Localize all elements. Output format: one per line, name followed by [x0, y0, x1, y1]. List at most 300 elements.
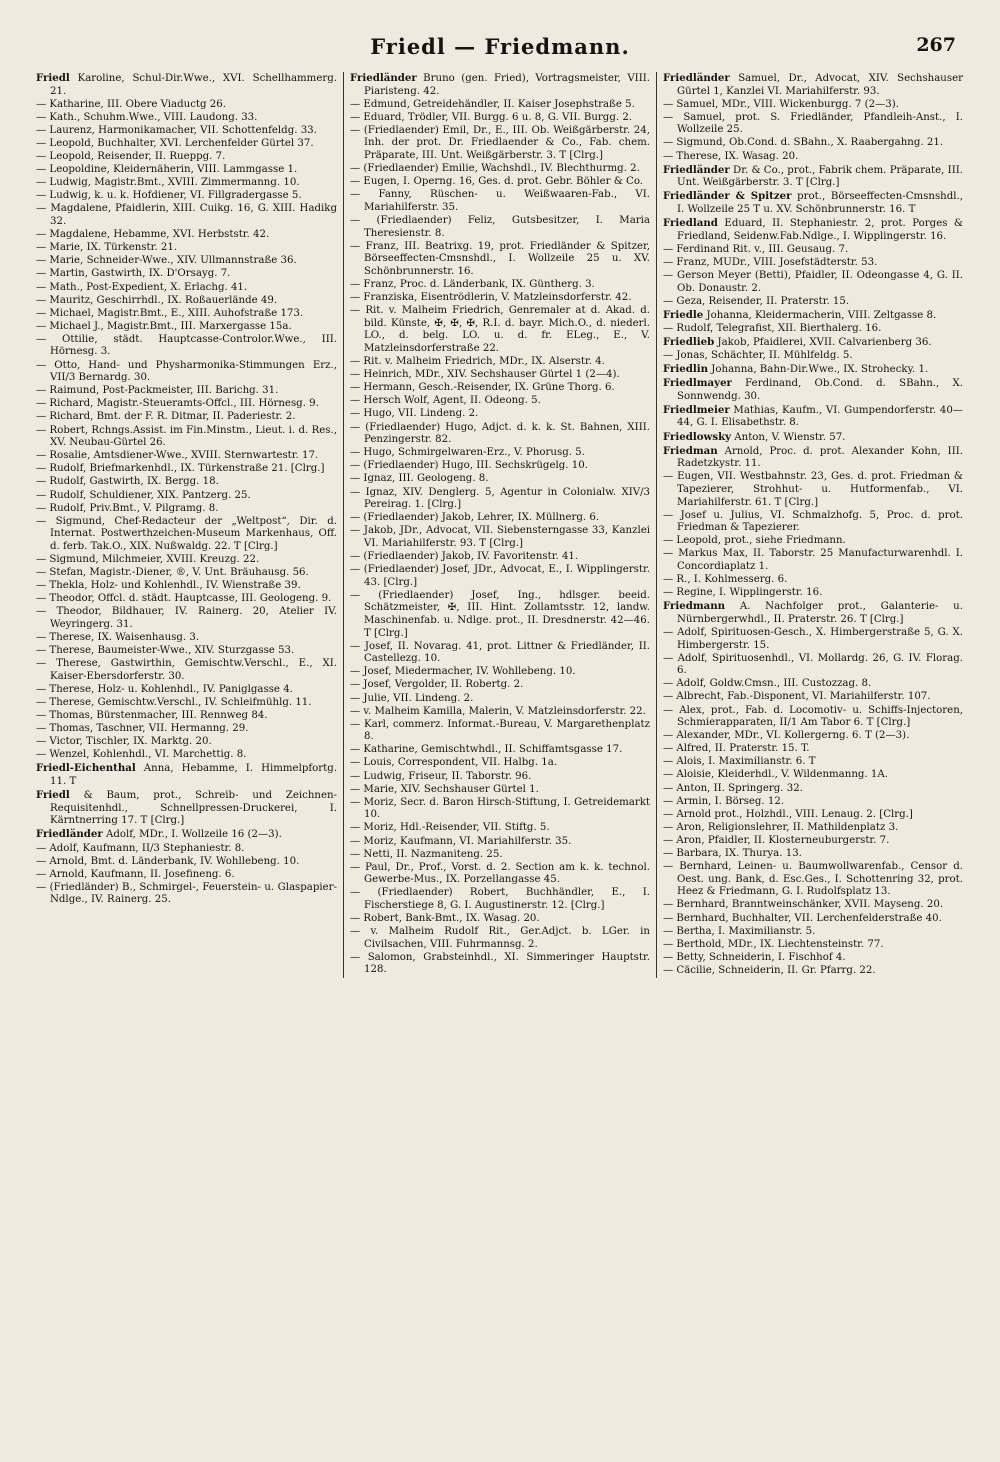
- directory-entry: [36, 645, 337, 658]
- directory-entry: [663, 809, 963, 822]
- directory-entry: [350, 797, 650, 822]
- directory-entry: [350, 292, 650, 305]
- entry-text: — Wenzel, Kohlenhdl., VI. Marchettig. 8.: [36, 749, 247, 761]
- directory-entry: [663, 471, 963, 509]
- entry-text: — Thomas, Taschner, VII. Hermanng. 29.: [36, 723, 249, 735]
- entry-text: — Marie, XIV. Sechshauser Gürtel 1.: [350, 783, 539, 795]
- entry-text: Karoline, Schul-Dir.Wwe., XVI. Schellhammerg. 21.: [50, 73, 337, 97]
- entry-text: — Richard, Magistr.-Steueramts-Offcl., III. Hörnesg. 9.: [36, 398, 319, 410]
- column-1: [30, 72, 343, 978]
- directory-entry: [663, 323, 963, 336]
- entry-text: — Theodor, Offcl. d. städt. Hauptcasse, III. Geologeng. 9.: [36, 593, 332, 605]
- entry-text: — Josef u. Julius, VI. Schmalzhofg. 5, Proc. d. prot. Friedman & Tapezierer.: [663, 509, 963, 534]
- entry-text: — (Friedlaender) Emil, Dr., E., III. Ob. Weißgärberstr. 24, Inh. der prot. Dr. Friedlaender & Co., Fab. chem. Präparate, III. Unt. Weißgärberstr. 3. T [Clrg.]: [350, 124, 650, 162]
- directory-entry: [36, 736, 337, 749]
- directory-entry: [663, 678, 963, 691]
- directory-entry: [350, 744, 650, 757]
- entry-text: — Rosalie, Amtsdiener-Wwe., XVIII. Sternwartestr. 17.: [36, 450, 319, 462]
- entry-text: — Julie, VII. Lindeng. 2.: [350, 692, 474, 704]
- directory-entry: [663, 363, 963, 377]
- directory-entry: [350, 189, 650, 214]
- entry-text: — (Friedlaender) Emilie, Wachshdl., IV. Blechthurmg. 2.: [350, 163, 640, 175]
- directory-entry: [663, 835, 963, 848]
- entry-headword: Friedländer: [663, 72, 730, 84]
- entry-text: — Aron, Religionslehrer, II. Mathildenplatz 3.: [663, 821, 899, 833]
- directory-entry: [663, 99, 963, 112]
- directory-entry: [350, 913, 650, 926]
- directory-entry: [663, 510, 963, 535]
- entry-text: Johanna, Kleidermacherin, VIII. Zeltgasse 8.: [703, 309, 937, 321]
- entry-text: — Alfred, II. Praterstr. 15. T.: [663, 743, 810, 755]
- entry-text: — (Friedlaender) Jakob, IV. Favoritenstr. 41.: [350, 550, 579, 562]
- entry-headword: Friedl-Eichenthal: [36, 762, 136, 775]
- entry-headword: Friedlieb: [663, 335, 715, 348]
- directory-entry: [36, 177, 337, 190]
- directory-entry: [36, 684, 337, 697]
- entry-text: — Arnold prot., Holzhdl., VIII. Lenaug. 2. [Clrg.]: [663, 808, 913, 820]
- entry-headword: Friedlmayer: [663, 377, 732, 390]
- directory-entry: [350, 771, 650, 784]
- entry-text: — Adolf, Spirituosenhdl., VI. Mollardg. 26, G. IV. Florag. 6.: [663, 652, 963, 677]
- entry-text: Samuel, Dr., Advocat, XIV. Sechshauser Gürtel 1, Kanzlei VI. Mariahilferstr. 93.: [677, 73, 963, 97]
- directory-entry: [350, 112, 650, 125]
- directory-entry: [663, 653, 963, 678]
- directory-entry: [36, 749, 337, 762]
- entry-text: — Anton, II. Springerg. 32.: [663, 782, 803, 794]
- directory-entry: [663, 730, 963, 743]
- entry-text: — R., I. Kohlmesserg. 6.: [663, 574, 788, 586]
- entry-text: — Albrecht, Fab.-Disponent, VI. Mariahilferstr. 107.: [663, 691, 931, 703]
- entry-text: — Magdalene, Hebamme, XVI. Herbststr. 42.: [36, 229, 270, 241]
- directory-entry: [663, 796, 963, 809]
- entry-text: — Katharine, Gemischtwhdl., II. Schiffamtsgasse 17.: [350, 744, 623, 756]
- entry-headword: Friedland: [663, 217, 718, 230]
- directory-entry: [350, 551, 650, 564]
- entry-text: — Berthold, MDr., IX. Liechtensteinstr. 77.: [663, 938, 884, 950]
- directory-entry: [36, 658, 337, 683]
- entry-text: — Aron, Pfaidler, II. Klosterneuburgerstr. 7.: [663, 834, 890, 846]
- directory-entry: [36, 762, 337, 788]
- directory-entry: [36, 843, 337, 856]
- directory-entry: [36, 242, 337, 255]
- directory-entry: [350, 487, 650, 512]
- directory-entry: [663, 535, 963, 548]
- entry-text: — Therese, IX. Waisenhausg. 3.: [36, 632, 200, 644]
- entry-text: — Bernhard, Leinen- u. Baumwollwarenfab., Censor d. Oest. ung. Bank, d. Esc.Ges., I. Schottenring 32, prot. Heez & Friedmann, G. I. Rudolfsplatz 13.: [663, 861, 963, 898]
- directory-entry: [663, 899, 963, 912]
- entry-text: — Heinrich, MDr., XIV. Sechshauser Gürtel 1 (2—4).: [350, 369, 620, 381]
- directory-entry: [36, 606, 337, 631]
- entry-text: — Armin, I. Börseg. 12.: [663, 795, 785, 807]
- entry-text: — Rudolf, Telegrafist, XII. Bierthalerg. 16.: [663, 322, 882, 334]
- entry-text: — Sigmund, Chef-Redacteur der „Weltpost“, Dir. d. Internat. Postwerthzeichen-Museum Markenhaus, Off. d. ferb. Tak.O., XIX. Nußwaldg. 22. T [Clrg.]: [36, 515, 337, 552]
- directory-entry: [663, 769, 963, 782]
- directory-entry: [36, 138, 337, 151]
- entry-text: — Markus Max, II. Taborstr. 25 Manufacturwarenhdl. I. Concordiaplatz 1.: [663, 548, 963, 572]
- entry-text: — Samuel, MDr., VIII. Wickenburgg. 7 (2—3).: [663, 98, 899, 110]
- entry-text: — Eugen, I. Operng. 16, Ges. d. prot. Gebr. Böhler & Co.: [350, 176, 644, 188]
- directory-entry: [350, 72, 650, 98]
- directory-entry: [350, 125, 650, 163]
- directory-entry: [663, 939, 963, 952]
- entry-text: — Barbara, IX. Thurya. 13.: [663, 848, 802, 860]
- entry-text: — (Friedlaender) Hugo, Adjct. d. k. k. St. Bahnen, XIII. Penzingerstr. 82.: [350, 421, 650, 446]
- directory-entry: [663, 691, 963, 704]
- directory-entry: [350, 447, 650, 460]
- directory-entry: [350, 836, 650, 849]
- directory-entry: [663, 627, 963, 652]
- directory-entry: [350, 176, 650, 189]
- entry-text: — Ferdinand Rit. v., III. Geusaug. 7.: [663, 243, 849, 255]
- entry-headword: Friedländer: [663, 163, 730, 176]
- directory-entry: [36, 112, 337, 125]
- page-header: [30, 34, 970, 68]
- entry-text: Bruno (gen. Fried), Vortragsmeister, VIII. Piaristeng. 42.: [364, 73, 650, 97]
- entry-text: — Marie, IX. Türkenstr. 21.: [36, 242, 178, 254]
- directory-entry: [663, 244, 963, 257]
- directory-entry: [36, 151, 337, 164]
- directory-entry: [350, 356, 650, 369]
- directory-entry: [663, 309, 963, 323]
- entry-text: — Franz, III. Beatrixg. 19, prot. Friedländer & Spitzer, Börseeffecten-Cmsnshdl., I. Wollzeile 25 u. XV. Schönbrunnerstr. 16.: [350, 240, 650, 277]
- entry-text: — Louis, Correspondent, VII. Halbg. 1a.: [350, 757, 558, 769]
- column-2: [343, 72, 656, 978]
- directory-entry: [663, 257, 963, 270]
- entry-text: — Ignaz, XIV. Denglerg. 5, Agentur in Colonialw. XIV/3 Pereirag. 1. [Clrg.]: [350, 486, 650, 511]
- directory-entry: [350, 408, 650, 421]
- directory-entry: [663, 296, 963, 309]
- entry-headword: Friedländer & Spitzer: [663, 190, 792, 203]
- entry-text: — Aloisie, Kleiderhdl., V. Wildenmanng. 1A.: [663, 769, 888, 781]
- entry-text: — Mauritz, Geschirrhdl., IX. Roßauerlände 49.: [36, 294, 278, 306]
- entry-text: — Leopold, Reisender, II. Rueppg. 7.: [36, 151, 226, 163]
- entry-text: — (Friedländer) B., Schmirgel-, Feuerstein- u. Glaspapier-Ndlge., IV. Rainerg. 25.: [36, 881, 337, 906]
- directory-entry: [36, 490, 337, 503]
- entry-text: Ferdinand, Ob.Cond. d. SBahn., X. Sonnwendg. 30.: [677, 378, 963, 402]
- entry-headword: Friedle: [663, 308, 704, 321]
- entry-text: — Gerson Meyer (Betti), Pfaidler, II. Odeongasse 4, G. II. Ob. Donaustr. 2.: [663, 269, 963, 294]
- directory-entry: [36, 268, 337, 281]
- entry-text: — Hersch Wolf, Agent, II. Odeong. 5.: [350, 395, 541, 407]
- directory-entry: [350, 460, 650, 473]
- entry-text: — (Friedlaender) Hugo, III. Sechskrügelg. 10.: [350, 460, 588, 472]
- directory-entry: [663, 445, 963, 471]
- directory-entry: [663, 350, 963, 363]
- directory-entry: [350, 887, 650, 912]
- directory-entry: [350, 822, 650, 835]
- directory-entry: [350, 512, 650, 525]
- entry-text: — Arnold, Kaufmann, II. Josefineng. 6.: [36, 868, 235, 880]
- entry-text: — Franz, Proc. d. Länderbank, IX. Güntherg. 3.: [350, 279, 595, 290]
- directory-entry: [350, 422, 650, 447]
- entry-text: — Therese, IX. Wasag. 20.: [663, 150, 799, 162]
- entry-text: — Ludwig, Friseur, II. Taborstr. 96.: [350, 770, 532, 782]
- directory-entry: [36, 869, 337, 882]
- entry-text: — Cäcilie, Schneiderin, II. Gr. Pfarrg. 22.: [663, 964, 876, 976]
- entry-text: — Thekla, Holz- und Kohlenhdl., IV. Wienstraße 39.: [36, 580, 301, 592]
- entry-headword: Friedländer: [350, 72, 417, 84]
- entry-headword: Friedlowsky: [663, 430, 732, 443]
- directory-entry: [350, 679, 650, 692]
- entry-text: Anton, V. Wienstr. 57.: [731, 431, 846, 443]
- directory-entry: [663, 705, 963, 730]
- directory-entry: [663, 377, 963, 403]
- directory-entry: [663, 743, 963, 756]
- entry-text: — Franziska, Eisentrödlerin, V. Matzleinsdorferstr. 42.: [350, 292, 632, 304]
- directory-entry: [36, 282, 337, 295]
- entry-text: — Bertha, I. Maximilianstr. 5.: [663, 925, 816, 937]
- directory-entry: [663, 965, 963, 978]
- directory-entry: [350, 241, 650, 279]
- directory-entry: [36, 632, 337, 645]
- directory-entry: [663, 913, 963, 926]
- directory-entry: [350, 525, 650, 550]
- entry-text: Anna, Hebamme, I. Himmelpfortg. 11. T: [50, 763, 337, 788]
- entry-text: — Martin, Gastwirth, IX. D'Orsayg. 7.: [36, 268, 231, 280]
- directory-entry: [350, 719, 650, 744]
- directory-entry: [663, 164, 963, 190]
- entry-text: Dr. & Co., prot., Fabrik chem. Präparate, III. Unt. Weißgärberstr. 3. T [Clrg.]: [677, 164, 963, 189]
- columns: [30, 72, 970, 978]
- directory-entry: [350, 564, 650, 589]
- entry-text: — Arnold, Bmt. d. Länderbank, IV. Wohllebeng. 10.: [36, 855, 300, 867]
- directory-entry: [36, 190, 337, 203]
- directory-entry: [36, 882, 337, 907]
- directory-entry: [350, 395, 650, 408]
- directory-entry: [36, 308, 337, 321]
- directory-entry: [36, 710, 337, 723]
- entry-text: — Magdalene, Pfaidlerin, XIII. Cuikg. 16, G. XIII. Hadikg 32.: [36, 203, 337, 228]
- entry-text: — Therese, Holz- u. Kohlenhdl., IV. Paniglgasse 4.: [36, 683, 293, 695]
- directory-entry: [350, 279, 650, 292]
- directory-entry: [36, 697, 337, 710]
- directory-entry: [36, 229, 337, 242]
- entry-text: — Laurenz, Harmonikamacher, VII. Schottenfeldg. 33.: [36, 124, 317, 136]
- directory-entry: [350, 952, 650, 977]
- running-title: Friedl — Friedmann.: [370, 34, 630, 59]
- directory-entry: [663, 600, 963, 626]
- directory-entry: [663, 926, 963, 939]
- entry-text: prot., Börseeffecten-Cmsnshdl., I. Wollzeile 25 T u. XV. Schönbrunnerstr. 16. T: [677, 191, 963, 215]
- entry-text: — Math., Post-Expedient, X. Erlachg. 41.: [36, 281, 248, 293]
- directory-entry: [36, 789, 337, 828]
- directory-entry: [350, 641, 650, 666]
- directory-entry: [663, 587, 963, 600]
- directory-entry: [36, 411, 337, 424]
- entry-text: — Eugen, VII. Westbahnstr. 23, Ges. d. prot. Friedman & Tapezierer, Strohhut- u. Hutformenfab., VI. Mariahilferstr. 61. T [Clrg.]: [663, 471, 963, 508]
- entry-text: — Robert, Rchngs.Assist. im Fin.Minstm., Lieut. i. d. Res., XV. Neubau-Gürtel 26.: [36, 424, 337, 449]
- entry-text: — Katharine, III. Obere Viaductg 26.: [36, 98, 226, 110]
- entry-headword: Friedl: [36, 789, 70, 802]
- directory-entry: [36, 567, 337, 580]
- directory-entry: [36, 723, 337, 736]
- entry-text: — Leopold, Buchhalter, XVI. Lerchenfelder Gürtel 37.: [36, 137, 314, 149]
- entry-text: Arnold, Proc. d. prot. Alexander Kohn, III. Radetzkystr. 11.: [677, 445, 963, 470]
- entry-text: — v. Malheim Kamilla, Malerin, V. Matzleinsdorferstr. 22.: [350, 705, 646, 717]
- entry-text: A. Nachfolger prot., Galanterie- u. Nürnbergerwhdl., II. Praterstr. 26. T [Clrg.]: [677, 601, 963, 625]
- directory-entry: [350, 849, 650, 862]
- entry-text: — (Friedlaender) Feliz, Gutsbesitzer, I. Maria Theresienstr. 8.: [350, 215, 650, 239]
- directory-entry: [663, 861, 963, 899]
- entry-text: — Ottilie, städt. Hauptcasse-Controlor.Wwe., III. Hörnesg. 3.: [36, 333, 337, 358]
- directory-entry: [663, 952, 963, 965]
- entry-text: — Marie, Schneider-Wwe., XIV. Ullmannstraße 36.: [36, 255, 297, 267]
- directory-entry: [36, 321, 337, 334]
- directory-entry: [36, 125, 337, 138]
- directory-entry: [36, 554, 337, 567]
- entry-text: — Sigmund, Ob.Cond. d. SBahn., X. Raabergahng. 21.: [663, 137, 944, 149]
- directory-entry: [36, 334, 337, 359]
- directory-entry: [663, 822, 963, 835]
- entry-headword: Friedlin: [663, 363, 709, 376]
- entry-text: — Therese, Gastwirthin, Gemischtw.Verschl., E., XI. Kaiser-Ebersdorferstr. 30.: [36, 658, 337, 682]
- entry-text: — Michael J., Magistr.Bmt., III. Marxergasse 15a.: [36, 320, 292, 332]
- entry-text: — Leopold, prot., siehe Friedmann.: [663, 535, 846, 547]
- entry-text: — Therese, Baumeister-Wwe., XIV. Sturzgasse 53.: [36, 645, 295, 657]
- entry-text: — Rudolf, Schuldiener, XIX. Pantzerg. 25.: [36, 489, 251, 501]
- entry-text: Eduard, II. Stephaniestr. 2, prot. Porges & Friedland, Seidenw.Fab.Ndlge., I. Wipplingerstr. 16.: [677, 218, 963, 242]
- directory-entry: [350, 590, 650, 640]
- entry-text: — Victor, Tischler, IX. Marktg. 20.: [36, 736, 212, 748]
- directory-entry: [350, 99, 650, 112]
- directory-entry: [36, 476, 337, 489]
- entry-text: — Hermann, Gesch.-Reisender, IX. Grüne Thorg. 6.: [350, 382, 615, 394]
- entry-text: — Rit. v. Malheim Friedrich, MDr., IX. Alserstr. 4.: [350, 356, 605, 368]
- directory-entry: [36, 450, 337, 463]
- directory-entry: [350, 163, 650, 176]
- directory-entry: [36, 295, 337, 308]
- directory-entry: [663, 336, 963, 350]
- directory-entry: [663, 190, 963, 216]
- column-3: [656, 72, 969, 978]
- directory-entry: [36, 164, 337, 177]
- directory-entry: [36, 360, 337, 385]
- entry-text: — Moriz, Secr. d. Baron Hirsch-Stiftung, I. Getreidemarkt 10.: [350, 796, 650, 821]
- entry-text: — Ignaz, III. Geologeng. 8.: [350, 473, 489, 485]
- entry-text: — Raimund, Post-Packmeister, III. Barichg. 31.: [36, 385, 279, 397]
- entry-text: — Franz, MUDr., VIII. Josefstädterstr. 53.: [663, 256, 878, 268]
- entry-text: — (Friedlaender) Robert, Buchhändler, E., I. Fischerstiege 8, G. I. Augustinerstr. 12. [Clrg.]: [350, 887, 650, 911]
- directory-entry: [36, 463, 337, 476]
- entry-text: — Paul, Dr., Prof., Vorst. d. 2. Section am k. k. technol. Gewerbe-Mus., IX. Porzellangasse 45.: [350, 861, 650, 886]
- entry-text: — Hugo, Schmirgelwaren-Erz., V. Phorusg. 5.: [350, 447, 585, 459]
- entry-text: — Ludwig, k. u. k. Hofdiener, VI. Fillgradergasse 5.: [36, 190, 302, 202]
- entry-text: — v. Malheim Rudolf Rit., Ger.Adjct. b. LGer. in Civilsachen, VIII. Fuhrmannsg. 2.: [350, 926, 650, 950]
- directory-entry: [663, 548, 963, 573]
- entry-text: — Josef, Vergolder, II. Robertg. 2.: [350, 679, 524, 691]
- entry-text: — Moriz, Hdl.-Reisender, VII. Stiftg. 5.: [350, 822, 550, 834]
- entry-text: — Thomas, Bürstenmacher, III. Rennweg 84.: [36, 710, 268, 722]
- directory-entry: [350, 926, 650, 951]
- entry-text: — Therese, Gemischtw.Verschl., IV. Schleifmühlg. 11.: [36, 697, 312, 708]
- entry-text: — Karl, commerz. Informat.-Bureau, V. Margarethenplatz 8.: [350, 718, 650, 743]
- directory-entry: [36, 580, 337, 593]
- entry-text: — Geza, Reisender, II. Praterstr. 15.: [663, 295, 850, 307]
- entry-text: — Jakob, JDr., Advocat, VII. Siebensterngasse 33, Kanzlei VI. Mariahilferstr. 93. T [Clrg.]: [350, 525, 650, 549]
- entry-text: — Adolf, Kaufmann, II/3 Stephaniestr. 8.: [36, 842, 245, 854]
- directory-entry: [36, 398, 337, 411]
- directory-entry: [36, 203, 337, 228]
- directory-entry: [663, 72, 963, 98]
- entry-headword: Friedl: [36, 72, 70, 84]
- entry-text: — Michael, Magistr.Bmt., E., XIII. Auhofstraße 173.: [36, 307, 304, 319]
- entry-headword: Friedman: [663, 444, 718, 457]
- page-number: 267: [916, 34, 956, 56]
- entry-text: — Bernhard, Buchhalter, VII. Lerchenfelderstraße 40.: [663, 912, 942, 924]
- entry-text: — Leopoldine, Kleidernäherin, VIII. Lammgasse 1.: [36, 164, 298, 176]
- entry-text: — Josef, II. Novarag. 41, prot. Littner & Friedländer, II. Castellezg. 10.: [350, 640, 650, 665]
- entry-text: — Richard, Bmt. der F. R. Ditmar, II. Paderiestr. 2.: [36, 411, 296, 423]
- directory-entry: [36, 385, 337, 398]
- directory-entry: [36, 255, 337, 268]
- entry-text: Adolf, MDr., I. Wollzeile 16 (2—3).: [102, 829, 282, 841]
- directory-entry: [663, 574, 963, 587]
- directory-entry: [36, 99, 337, 112]
- entry-text: — Alex, prot., Fab. d. Locomotiv- u. Schiffs-Injectoren, Schmierapparaten, II/1 Am Tabor 6. T [Clrg.]: [663, 704, 963, 729]
- entry-text: — Moriz, Kaufmann, VI. Mariahilferstr. 35.: [350, 835, 572, 847]
- entry-text: — (Friedlaender) Josef, JDr., Advocat, E., I. Wipplingerstr. 43. [Clrg.]: [350, 564, 650, 588]
- directory-entry: [350, 693, 650, 706]
- directory-entry: [36, 516, 337, 554]
- entry-text: — Rudolf, Briefmarkenhdl., IX. Türkenstraße 21. [Clrg.]: [36, 463, 325, 475]
- entry-text: — Edmund, Getreidehändler, II. Kaiser Josephstraße 5.: [350, 98, 635, 110]
- entry-text: — Sigmund, Milchmeier, XVIII. Kreuzg. 22.: [36, 553, 260, 565]
- entry-text: — Samuel, prot. S. Friedländer, Pfandleih-Anst., I. Wollzeile 25.: [663, 111, 963, 136]
- directory-entry: [663, 404, 963, 430]
- directory-entry: [350, 305, 650, 355]
- entry-text: — Rudolf, Gastwirth, IX. Bergg. 18.: [36, 476, 219, 488]
- directory-entry: [663, 151, 963, 164]
- entry-text: Jakob, Pfaidlerei, XVII. Calvarienberg 36.: [714, 336, 932, 348]
- entry-text: — Adolf, Spirituosen-Gesch., X. Himbergerstraße 5, G. X. Himbergerstr. 15.: [663, 626, 963, 651]
- entry-text: — Eduard, Trödler, VII. Burgg. 6 u. 8, G. VII. Burgg. 2.: [350, 111, 633, 123]
- entry-text: — Robert, Bank-Bmt., IX. Wasag. 20.: [350, 913, 540, 925]
- entry-text: — Adolf, Goldw.Cmsn., III. Custozzag. 8.: [663, 678, 872, 690]
- directory-entry: [663, 217, 963, 243]
- directory-entry: [663, 848, 963, 861]
- directory-entry: [36, 425, 337, 450]
- directory-entry: [663, 270, 963, 295]
- directory-entry: [350, 862, 650, 887]
- directory-entry: [36, 593, 337, 606]
- entry-text: — (Friedlaender) Josef, Ing., hdlsger. beeid. Schätzmeister, ✠, III. Hint. Zollamtsstr. 12, landw. Maschinenfab. u. Ndlge. prot., II. Dresdnerstr. 42—46. T [Clrg.]: [350, 589, 650, 639]
- entry-text: — Theodor, Bildhauer, IV. Rainerg. 20, Atelier IV. Weyringerg. 31.: [36, 606, 337, 630]
- directory-entry: [350, 382, 650, 395]
- entry-text: — (Friedlaender) Jakob, Lehrer, IX. Müllnerg. 6.: [350, 512, 600, 524]
- entry-text: & Baum, prot., Schreib- und Zeichnen-Requisitenhdl., Schnellpressen-Druckerei, I. Kärntnerring 17. T [Clrg.]: [50, 790, 337, 827]
- entry-text: — Regine, I. Wipplingerstr. 16.: [663, 587, 823, 599]
- directory-entry: [663, 112, 963, 137]
- entry-text: — Alexander, MDr., VI. Kollergerng. 6. T (2—3).: [663, 730, 910, 742]
- directory-entry: [663, 137, 963, 150]
- entry-text: — Ludwig, Magistr.Bmt., XVIII. Zimmermanng. 10.: [36, 177, 300, 189]
- entry-text: — Bernhard, Branntweinschänker, XVII. Mayseng. 20.: [663, 899, 944, 911]
- directory-entry: [350, 784, 650, 797]
- directory-entry: [350, 757, 650, 770]
- directory-entry: [350, 215, 650, 240]
- entry-text: — Hugo, VII. Lindeng. 2.: [350, 408, 479, 420]
- entry-headword: Friedmann: [663, 600, 726, 613]
- directory-entry: [350, 473, 650, 486]
- entry-text: — Fanny, Rüschen- u. Weißwaaren-Fab., VI. Mariahilferstr. 35.: [350, 189, 650, 213]
- entry-headword: Friedlmeier: [663, 403, 730, 416]
- directory-entry: [36, 72, 337, 98]
- directory-entry: [350, 666, 650, 679]
- entry-text: — Betty, Schneiderin, I. Fischhof 4.: [663, 951, 846, 963]
- directory-entry: [350, 369, 650, 382]
- entry-text: — Netti, II. Nazmaniteng. 25.: [350, 848, 503, 860]
- entry-text: — Stefan, Magistr.-Diener, ®, V. Unt. Bräuhausg. 56.: [36, 567, 309, 579]
